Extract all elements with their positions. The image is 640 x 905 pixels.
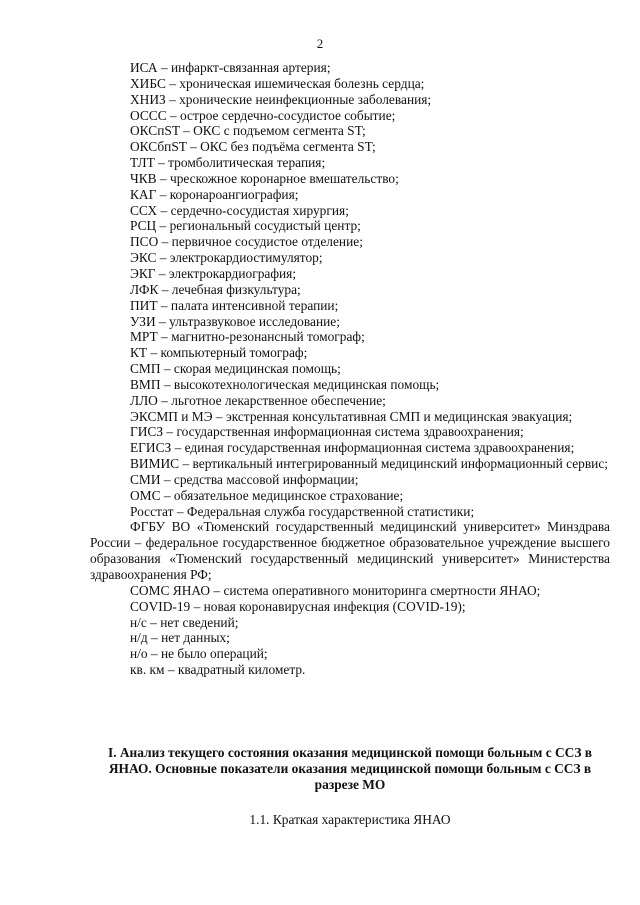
abbreviation-item: ВМП – высокотехнологическая медицинская помощь; [130,376,440,392]
abbreviation-item: COVID-19 – новая коронавирусная инфекция (COVID-19); [130,598,466,614]
abbreviation-item-vimis: ВИМИС – вертикальный интегрированный медицинский информационный сервис; [130,456,608,472]
abbreviation-item: ЭКГ – электрокардиография; [130,265,297,281]
abbreviation-item: РСЦ – региональный сосудистый центр; [130,218,361,234]
abbreviation-item: КТ – компьютерный томограф; [130,345,308,361]
abbreviation-item: ХИБС – хроническая ишемическая болезнь сердца; [130,75,425,91]
abbreviation-item: СМП – скорая медицинская помощь; [130,361,341,377]
abbreviation-item: ТЛТ – тромболитическая терапия; [130,155,326,171]
abbreviation-item: ИСА – инфаркт-связанная артерия; [130,60,331,75]
abbreviation-item-egisz: ЕГИСЗ – единая государственная информационная система здравоохранения; [130,440,575,456]
abbreviation-item: ПИТ – палата интенсивной терапии; [130,297,339,313]
abbreviation-item-fgbu: ФГБУ ВО «Тюменский государственный медицинский университет» Минздрава России – федеральное государственное бюджетное образовательное учреждение высшего образования «Тюменский государственный медицинский университет» Министерства здравоохранения РФ; [90,519,610,582]
abbreviation-item: н/о – не было операций; [130,646,268,662]
abbreviation-item: н/с – нет сведений; [130,614,239,630]
abbreviation-item: кв. км – квадратный километр. [130,662,306,678]
abbreviation-item: ОМС – обязательное медицинское страхование; [130,487,404,503]
abbreviation-item: ЛЛО – льготное лекарственное обеспечение; [130,392,386,408]
abbreviation-item: ХНИЗ – хронические неинфекционные заболевания; [130,91,432,107]
abbreviation-item: ОССС – острое сердечно-сосудистое событие; [130,107,396,123]
page-number: 2 [316,36,324,51]
abbreviation-item: ЧКВ – чрескожное коронарное вмешательство; [130,170,399,186]
abbreviation-item: Росстат – Федеральная служба государственной статистики; [130,503,475,519]
abbreviation-item: ПСО – первичное сосудистое отделение; [130,234,363,250]
abbreviation-item: МРТ – магнитно-резонансный томограф; [130,329,365,345]
subsection-heading: 1.1. Краткая характеристика ЯНАО [249,812,451,827]
abbreviation-item: н/д – нет данных; [130,630,230,646]
abbreviation-item: ЭКС – электрокардиостимулятор; [130,250,323,266]
abbreviation-item: КАГ – коронароангиография; [130,186,299,202]
abbreviation-item: СОМС ЯНАО – система оперативного мониторинга смертности ЯНАО; [130,582,541,598]
abbreviation-item-gisz: ГИСЗ – государственная информационная система здравоохранения; [130,424,524,440]
abbreviation-item: ОКСпST – ОКС с подъемом сегмента ST; [130,123,366,139]
abbreviation-item: ЛФК – лечебная физкультура; [130,281,301,297]
section-heading: I. Анализ текущего состояния оказания медицинской помощи больным с ССЗ в ЯНАО. Основные показатели оказания медицинской помощи больным с ССЗ в разрезе МО [107,745,592,792]
abbreviation-item: ССХ – сердечно-сосудистая хирургия; [130,202,349,218]
abbreviation-list [90,60,610,678]
abbreviation-item: ОКСбпST – ОКС без подъёма сегмента ST; [130,139,376,155]
abbreviation-item: УЗИ – ультразвуковое исследование; [130,313,340,329]
abbreviation-item: СМИ – средства массовой информации; [130,471,359,487]
abbreviation-item-ekmp: ЭКСМП и МЭ – экстренная консультативная СМП и медицинская эвакуация; [130,408,573,424]
